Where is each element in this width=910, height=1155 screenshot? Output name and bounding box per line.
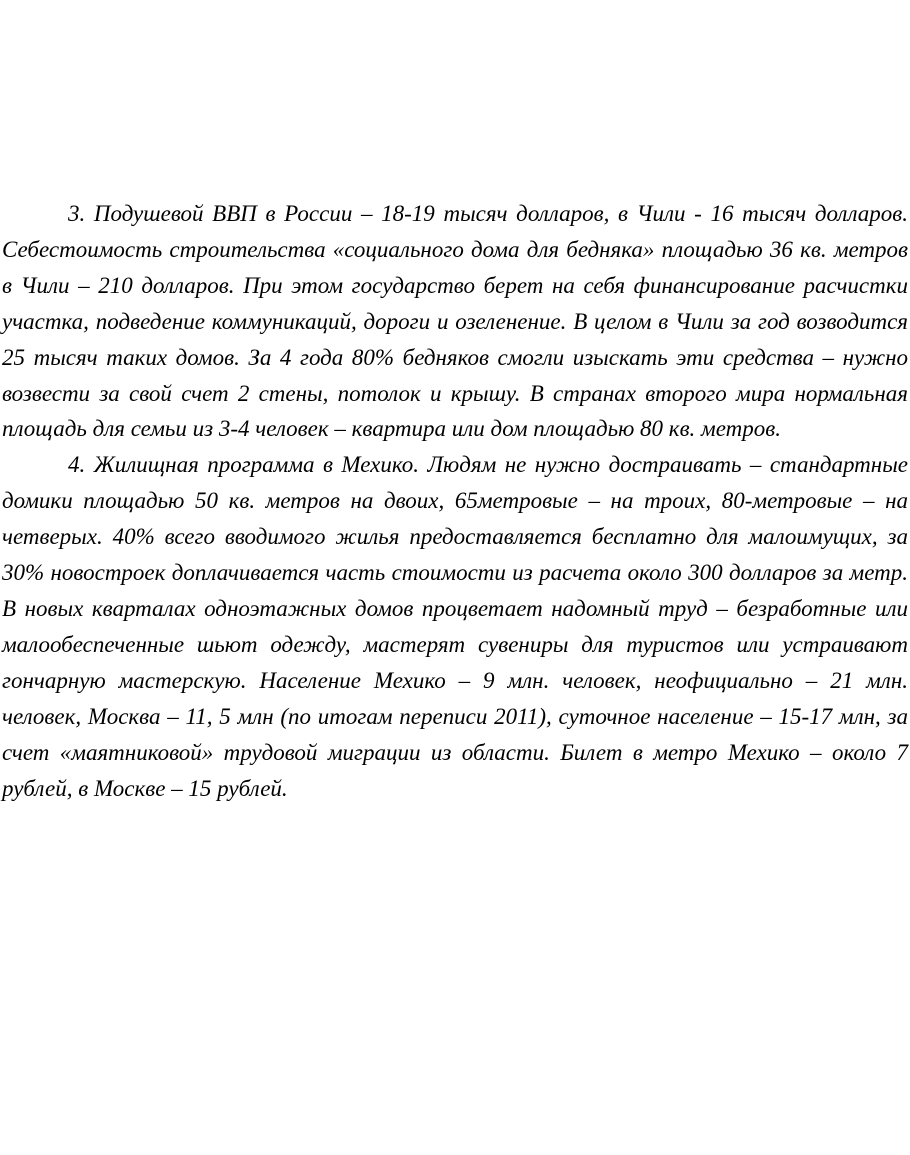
document-text bbox=[2, 196, 908, 806]
paragraph-chile-gdp-housing: 3. Подушевой ВВП в России – 18-19 тысяч долларов, в Чили - 16 тысяч долларов. Себестоимость строительства «социального дома для бедняка» площадью 36 кв. метров в Чили – 210 долларов. При этом государство берет на себя финансирование расчистки участка, подведение коммуникаций, дороги и озеленение. В целом в Чили за год возводится 25 тысяч таких домов. За 4 года 80% бедняков смогли изыскать эти средства – нужно возвести за свой счет 2 стены, потолок и крышу. В странах второго мира нормальная площадь для семьи из 3-4 человек – квартира или дом площадью 80 кв. метров. bbox=[2, 201, 908, 442]
paragraph-mexico-housing-program: 4. Жилищная программа в Мехико. Людям не нужно достраивать – стандартные домики площадью 50 кв. метров на двоих, 65метровые – на троих, 80-метровые – на четверых. 40% всего вводимого жилья предоставляется бесплатно для малоимущих, за 30% новостроек доплачивается часть стоимости из расчета около 300 долларов за метр. В новых кварталах одноэтажных домов процветает надомный труд – безработные или малообеспеченные шьют одежду, мастерят сувениры для туристов или устраивают гончарную мастерскую. Население Мехико – 9 млн. человек, неофициально – 21 млн. человек, Москва – 11, 5 млн (по итогам переписи 2011), суточное население – 15-17 млн, за счет «маятниковой» трудовой миграции из области. Билет в метро Мехико – около 7 рублей, в Москве – 15 рублей. bbox=[2, 452, 908, 801]
